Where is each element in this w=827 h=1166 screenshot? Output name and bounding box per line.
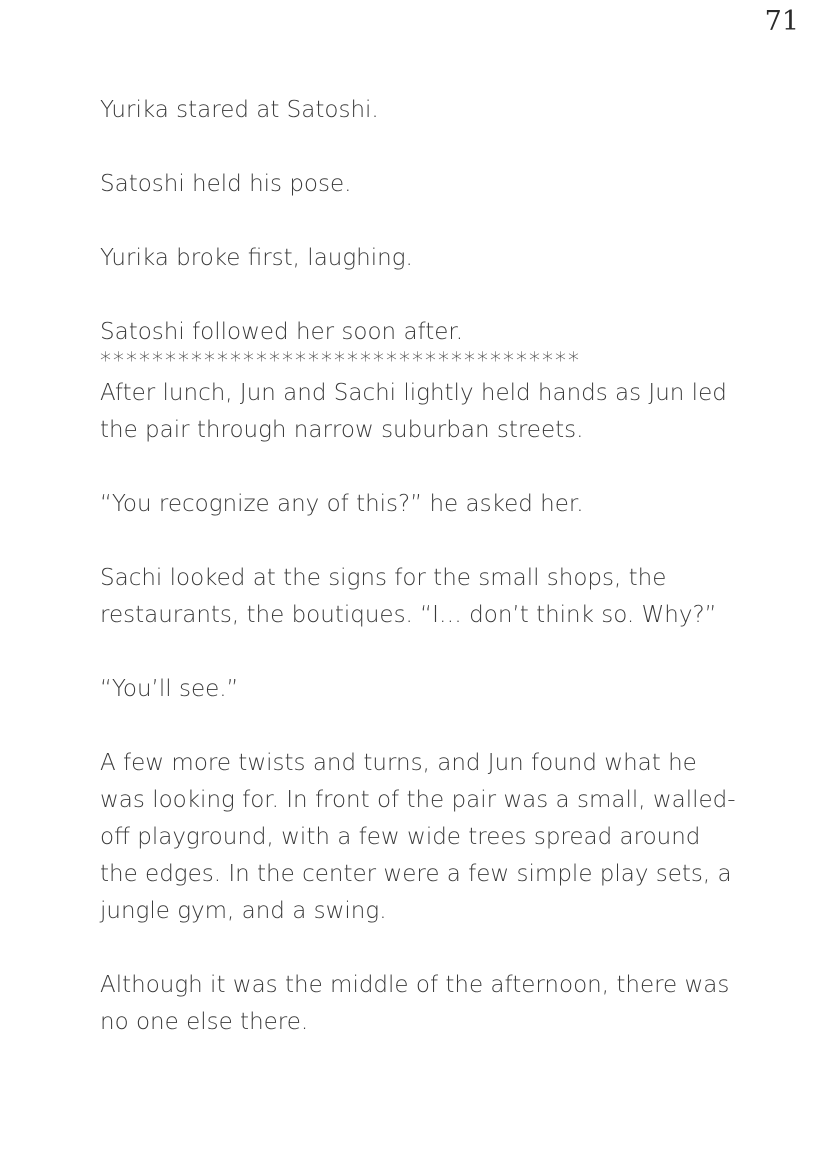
page-number: 71 [764,6,799,37]
paragraph: Satoshi held his pose. [100,171,352,197]
paragraph: Yurika stared at Satoshi. [100,97,379,123]
body-text [100,92,740,1078]
paragraph: “You’ll see.” [100,676,239,702]
scene-break: ************************************* [100,351,581,374]
paragraph: A few more twists and turns, and Jun found what he was looking for. In front of the pair was a small, walled-off playground, with a few wide trees spread around the edges. In the center were a few simple play sets, a jungle gym, and a swing. [100,750,736,924]
paragraph: “You recognize any of this?” he asked her. [100,491,584,517]
paragraph: Although it was the middle of the afternoon, there was no one else there. [100,972,730,1035]
paragraph: Yurika broke first, laughing. [100,245,413,271]
paragraph: Sachi looked at the signs for the small shops, the restaurants, the boutiques. “I… don’t think so. Why?” [100,565,717,628]
paragraph: Satoshi followed her soon after. [100,319,464,345]
paragraph: After lunch, Jun and Sachi lightly held hands as Jun led the pair through narrow suburban streets. [100,380,727,443]
